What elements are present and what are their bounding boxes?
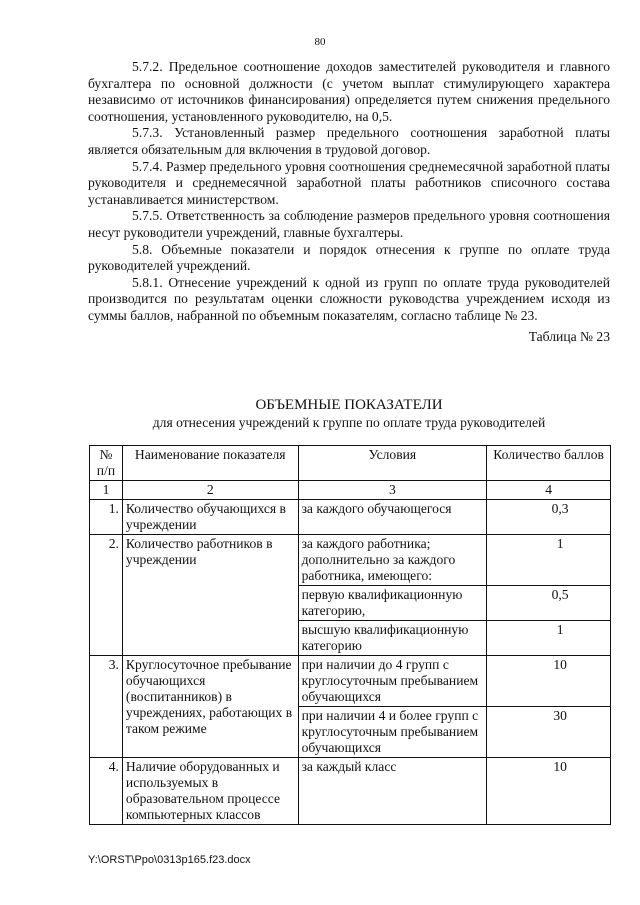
paragraph-5-7-2: 5.7.2. Предельное соотношение доходов заместителей руководителя и главного бухгалтера по основной должности (с учетом выплат стимулирующего характера независимо от источников финансирования) определяется путем снижения предельного соотношения, установленного руководителю, на 0,5. [88, 59, 610, 124]
header-name: Наименование показателя [122, 446, 298, 481]
table-row [90, 758, 611, 825]
table-title: ОБЪЕМНЫЕ ПОКАЗАТЕЛИ [255, 397, 443, 413]
points-value: 30 [487, 707, 611, 758]
col-number: 4 [487, 481, 611, 500]
volume-indicators-table [89, 445, 611, 825]
points-value: 10 [487, 758, 611, 825]
condition-text: за каждый класс [298, 758, 487, 825]
indicator-name: Наличие оборудованных и используемых в образовательном процессе компьютерных классов [122, 758, 298, 825]
row-number: 2. [90, 535, 123, 656]
footer-file-path: Y:\ORST\Ppo\0313p165.f23.docx [88, 854, 251, 866]
col-number: 3 [298, 481, 487, 500]
table-row [90, 656, 611, 707]
table-header-row [90, 446, 611, 481]
body-text [88, 59, 610, 345]
header-points: Количество баллов [487, 446, 611, 481]
header-conditions: Условия [298, 446, 487, 481]
indicator-name: Круглосуточное пребывание обучающихся (воспитанников) в учреждениях, работающих в таком режиме [122, 656, 298, 758]
points-value: 0,3 [487, 500, 611, 535]
paragraph-5-8: 5.8. Объемные показатели и порядок отнесения к группе по оплате труда руководителей учреждений. [88, 241, 610, 274]
points-value: 1 [487, 621, 611, 656]
condition-text: высшую квалификационную категорию [298, 621, 487, 656]
condition-text: первую квалификационную категорию, [298, 586, 487, 621]
row-number: 3. [90, 656, 123, 758]
points-value: 0,5 [487, 586, 611, 621]
page-number: 80 [314, 36, 326, 48]
paragraph-5-8-1: 5.8.1. Отнесение учреждений к одной из групп по оплате труда руководителей производится по результатам оценки сложности руководства учреждением исходя из суммы баллов, набранной по объемным показателям, согласно таблице № 23. [88, 274, 610, 323]
points-value: 10 [487, 656, 611, 707]
header-num: № п/п [90, 446, 123, 481]
row-number: 4. [90, 758, 123, 825]
condition-text: за каждого работника; дополнительно за каждого работника, имеющего: [298, 535, 487, 586]
paragraph-5-7-4: 5.7.4. Размер предельного уровня соотношения среднемесячной заработной платы руководителя и среднемесячной заработной платы работников списочного состава устанавливается министерством. [88, 158, 610, 207]
indicator-name: Количество обучающихся в учреждении [122, 500, 298, 535]
condition-text: при наличии до 4 групп с круглосуточным пребыванием обучающихся [298, 656, 487, 707]
col-number: 2 [122, 481, 298, 500]
table-row [90, 535, 611, 586]
paragraph-5-7-3: 5.7.3. Установленный размер предельного соотношения заработной платы является обязательным для включения в трудовой договор. [88, 125, 610, 157]
row-number: 1. [90, 500, 123, 535]
table-label: Таблица № 23 [528, 328, 610, 344]
condition-text: при наличии 4 и более групп с круглосуточным пребыванием обучающихся [298, 707, 487, 758]
indicator-name: Количество работников в учреждении [122, 535, 298, 656]
points-value: 1 [487, 535, 611, 586]
paragraph-5-7-5: 5.7.5. Ответственность за соблюдение размеров предельного уровня соотношения несут руководители учреждений, главные бухгалтеры. [88, 208, 610, 240]
condition-text: за каждого обучающегося [298, 500, 487, 535]
table-subtitle: для отнесения учреждений к группе по оплате труда руководителей [152, 415, 546, 430]
col-number: 1 [90, 481, 123, 500]
table-row [90, 500, 611, 535]
table-column-numbers-row [90, 481, 611, 500]
